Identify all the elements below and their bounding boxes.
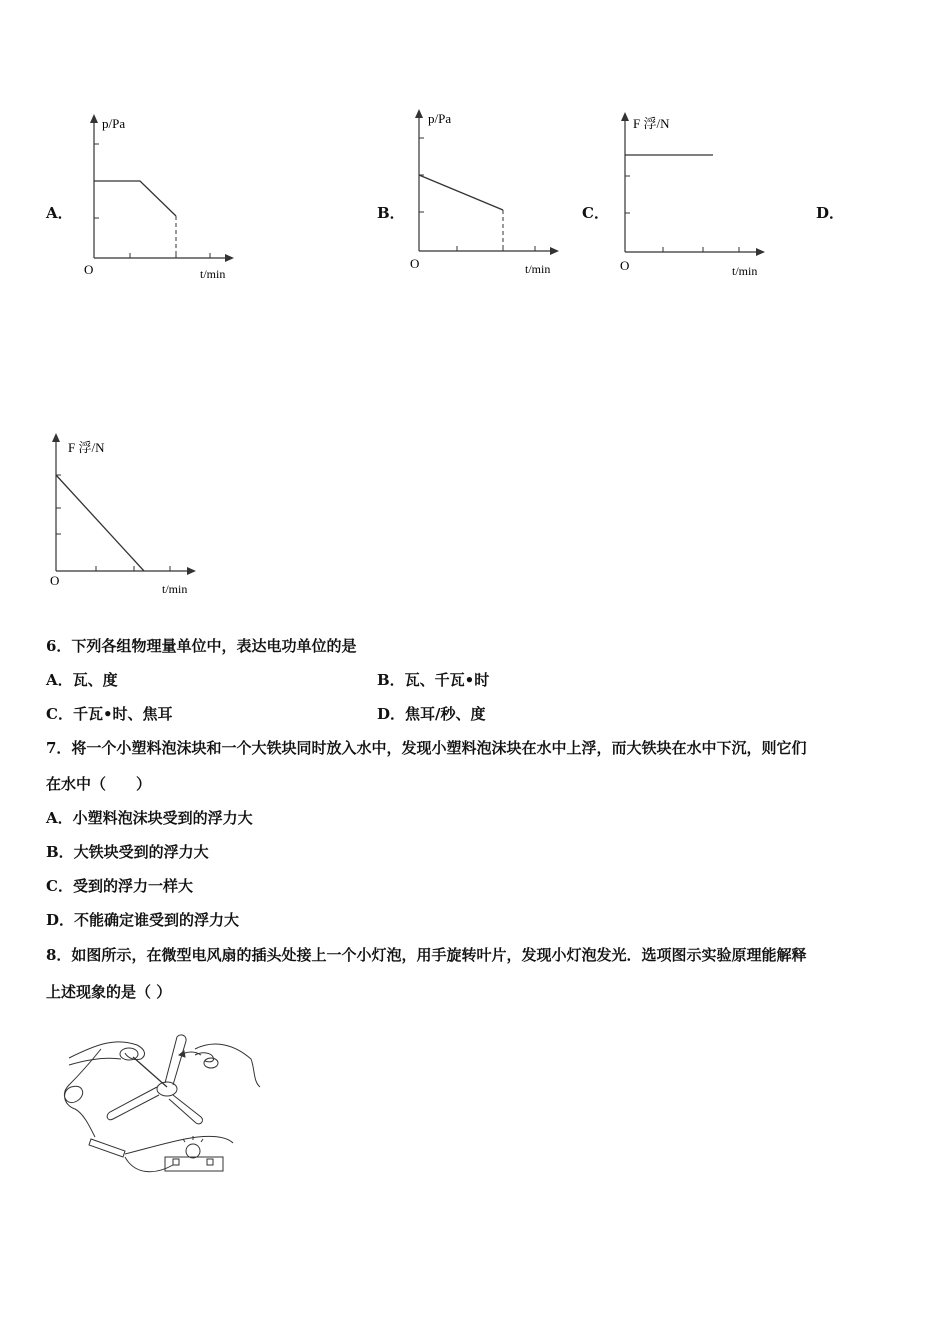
fan-blade-2: [107, 1087, 159, 1120]
graph-d-origin: O: [50, 573, 60, 588]
q6-stem: 6．下列各组物理量单位中，表达电功单位的是: [46, 637, 357, 655]
graph-d-line: [56, 475, 144, 571]
q7-option-a[interactable]: A．小塑料泡沫块受到的浮力大: [46, 809, 253, 827]
graph-a-xlabel: t/min: [200, 267, 226, 281]
q7-option-b[interactable]: B．大铁块受到的浮力大: [46, 843, 209, 861]
q6-option-d[interactable]: D．焦耳/秒、度: [377, 705, 486, 723]
option-d-label: D．: [816, 204, 845, 222]
graph-c: [611, 106, 781, 286]
graph-b-origin: O: [410, 256, 420, 271]
graph-a-line: [94, 181, 176, 216]
y-axis-arrow: [90, 114, 98, 123]
q8-stem-line2: 上述现象的是（ ）: [46, 983, 172, 1001]
clip: [89, 1139, 125, 1157]
graph-c-ylabel: F 浮/N: [633, 116, 670, 131]
fan-bulb-illustration: [55, 1025, 275, 1185]
graph-a-ylabel: p/Pa: [102, 116, 126, 131]
graph-a: [80, 108, 250, 288]
graph-d-xlabel: t/min: [162, 582, 188, 596]
q7-option-c[interactable]: C．受到的浮力一样大: [46, 877, 193, 895]
option-c-label: C．: [582, 204, 609, 222]
graph-b: [405, 103, 575, 283]
graph-c-origin: O: [620, 258, 630, 273]
graph-b-xlabel: t/min: [525, 262, 551, 276]
graph-d-ylabel: F 浮/N: [68, 440, 105, 455]
fan-blade-1: [165, 1035, 186, 1085]
fan-blade-3: [169, 1095, 202, 1124]
graph-d: [42, 427, 212, 607]
q6-option-a[interactable]: A．瓦、度: [46, 671, 118, 689]
graph-b-ylabel: p/Pa: [428, 111, 452, 126]
q6-option-c[interactable]: C．千瓦•时、焦耳: [46, 705, 173, 723]
fan-hub: [157, 1082, 177, 1096]
option-a-label: A．: [46, 204, 73, 222]
q7-stem-line1: 7．将一个小塑料泡沫块和一个大铁块同时放入水中，发现小塑料泡沫块在水中上浮，而大铁块在水中下沉，则它们: [46, 739, 807, 757]
q8-stem-line1: 8．如图所示，在微型电风扇的插头处接上一个小灯泡，用手旋转叶片，发现小灯泡发光．选项图示实验原理能解释: [46, 946, 807, 964]
x-axis-arrow: [225, 254, 234, 262]
graph-b-line: [419, 175, 503, 210]
q7-option-d[interactable]: D．不能确定谁受到的浮力大: [46, 911, 240, 929]
q6-option-b[interactable]: B．瓦、千瓦•时: [377, 671, 490, 689]
option-b-label: B．: [377, 204, 405, 222]
graph-a-origin: O: [84, 262, 94, 277]
bulb: [186, 1144, 200, 1158]
graph-c-xlabel: t/min: [732, 264, 758, 278]
cord: [64, 1049, 101, 1137]
q7-stem-line2: 在水中（ ）: [46, 775, 152, 793]
